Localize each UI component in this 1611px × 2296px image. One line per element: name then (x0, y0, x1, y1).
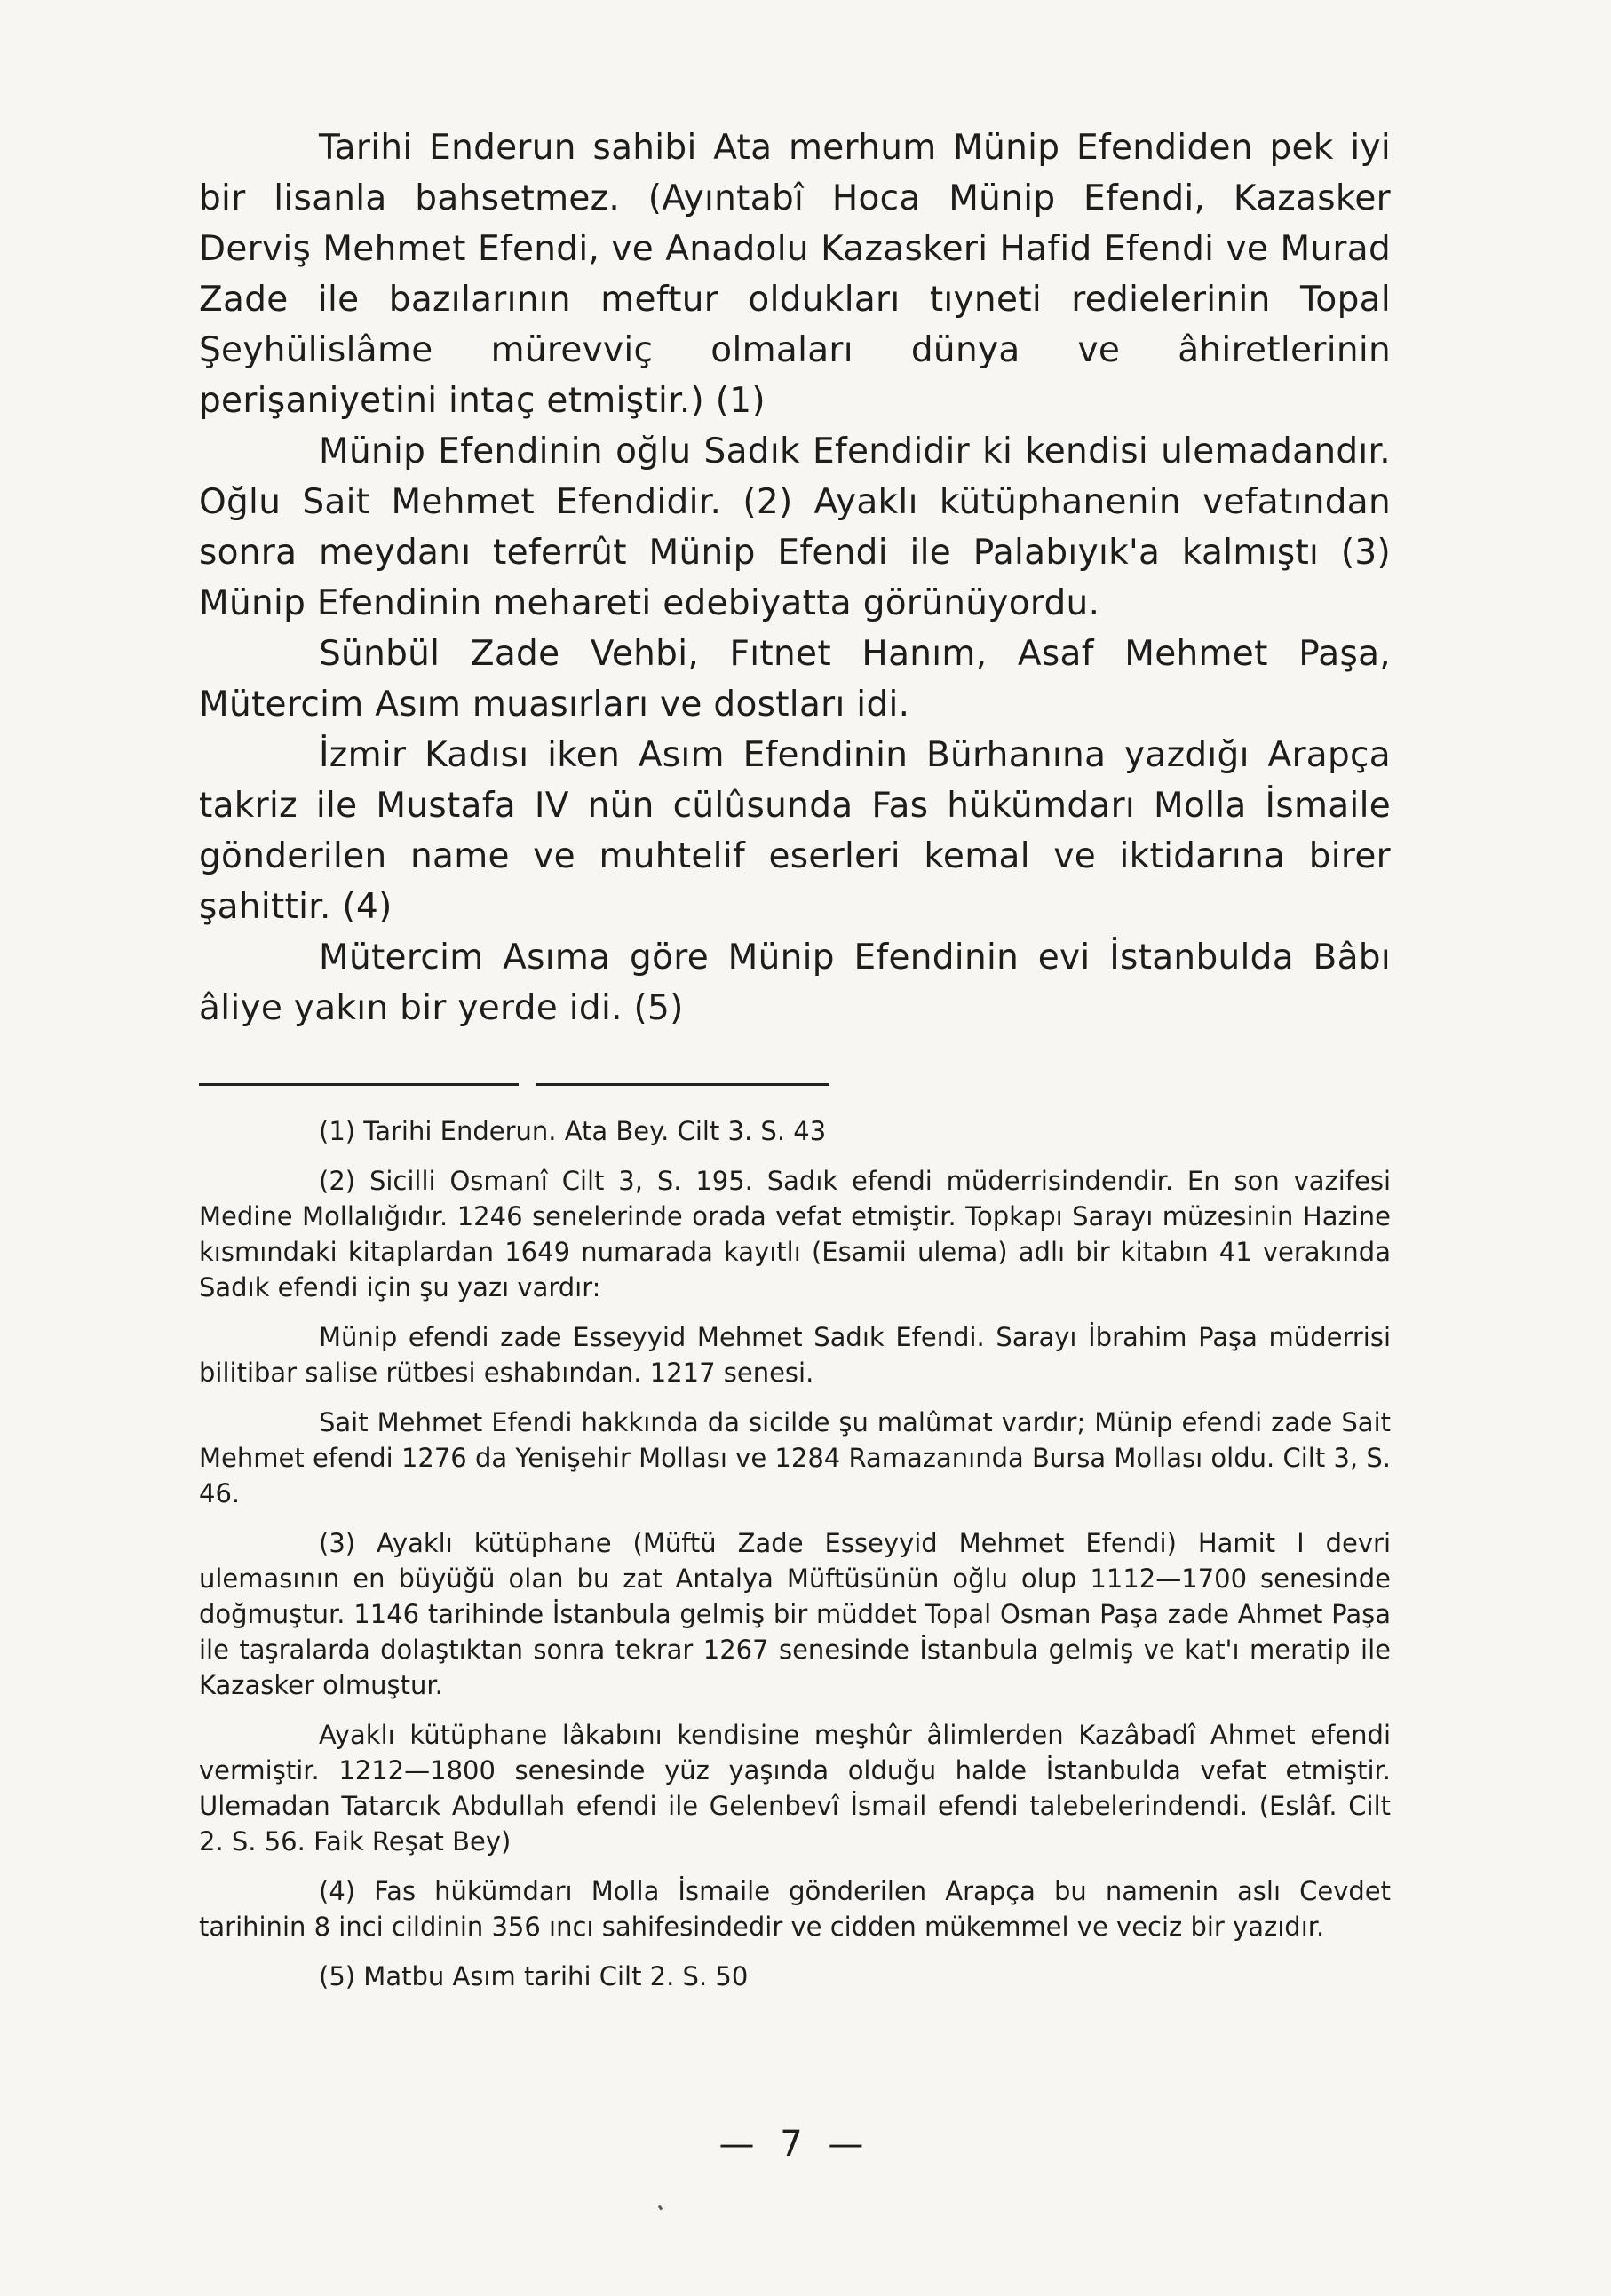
footnote-3-continued: Ayaklı kütüphane lâkabını kendisine meşhûr âlimlerden Kazâbadî Ahmet efendi vermiştir. 1212—1800 senesinde yüz yaşında olduğu halde İstanbulda vefat etmiştir. Ulemadan Tatarcık Abdullah efendi ile Gelenbevî İsmail efendi talebelerindendi. (Eslâf. Cilt 2. S. 56. Faik Reşat Bey) (199, 1720, 1391, 1857)
main-body-text (199, 123, 1391, 1033)
footnote-1: (1) Tarihi Enderun. Ata Bey. Cilt 3. S. 43 (319, 1116, 827, 1146)
page-number: — 7 — (718, 2124, 871, 2165)
separator-rule-left (199, 1083, 519, 1086)
footnote-2: (2) Sicilli Osmanî Cilt 3, S. 195. Sadık efendi müderrisindendir. En son vazifesi Medine Mollalığıdır. 1246 senelerinde orada vefat etmiştir. Topkapı Sarayı müzesinin Hazine kısmındaki kitaplardan 1649 numarada kayıtlı (Esamii ulema) adlı bir kitabın 41 verakında Sadık efendi için şu yazı vardır: (199, 1166, 1391, 1302)
ink-speck (658, 2205, 663, 2211)
footnote-5: (5) Matbu Asım tarihi Cilt 2. S. 50 (319, 1961, 749, 1991)
footnote-separator (199, 1083, 1391, 1087)
footnote-4: (4) Fas hükümdarı Molla İsmaile gönderilen Arapça bu namenin aslı Cevdet tarihinin 8 inci cildinin 356 ıncı sahifesindedir ve cidden mükemmel ve veciz bir yazıdır. (199, 1876, 1391, 1942)
paragraph-4: İzmir Kadısı iken Asım Efendinin Bürhanına yazdığı Arapça takriz ile Mustafa IV nün cülûsunda Fas hükümdarı Molla İsmaile gönderilen name ve muhtelif eserleri kemal ve iktidarına birer şahittir. (4) (199, 735, 1391, 927)
footnote-2-continued: Sait Mehmet Efendi hakkında da sicilde şu malûmat vardır; Münip efendi zade Sait Mehmet efendi 1276 da Yenişehir Mollası ve 1284 Ramazanında Bursa Mollası oldu. Cilt 3, S. 46. (199, 1407, 1391, 1508)
paragraph-3: Sünbül Zade Vehbi, Fıtnet Hanım, Asaf Mehmet Paşa, Mütercim Asım muasırları ve dostları idi. (199, 634, 1391, 724)
footnotes (199, 1113, 1391, 1994)
paragraph-5: Mütercim Asıma göre Münip Efendinin evi İstanbulda Bâbı âliye yakın bir yerde idi. (5) (199, 938, 1391, 1028)
footnote-3: (3) Ayaklı kütüphane (Müftü Zade Esseyyid Mehmet Efendi) Hamit I devri ulemasının en büyüğü olan bu zat Antalya Müftüsünün oğlu olup 1112—1700 senesinde doğmuştur. 1146 tarihinde İstanbula gelmiş bir müddet Topal Osman Paşa zade Ahmet Paşa ile taşralarda dolaştıktan sonra tekrar 1267 senesinde İstanbula gelmiş ve kat'ı meratip ile Kazasker olmuştur. (199, 1528, 1391, 1700)
document-page (199, 123, 1391, 2165)
footnote-2-quote: Münip efendi zade Esseyyid Mehmet Sadık Efendi. Sarayı İbrahim Paşa müderrisi bilitibar salise rütbesi eshabından. 1217 senesi. (199, 1322, 1391, 1388)
paragraph-1: Tarihi Enderun sahibi Ata merhum Münip Efendiden pek iyi bir lisanla bahsetmez. (Ayıntabî Hoca Münip Efendi, Kazasker Derviş Mehmet Efendi, ve Anadolu Kazaskeri Hafid Efendi ve Murad Zade ile bazılarının meftur oldukları tıyneti redielerinin Topal Şeyhülislâme mürevviç olmaları dünya ve âhiretlerinin perişaniyetini intaç etmiştir.) (1) (199, 128, 1391, 421)
separator-rule-right (536, 1083, 829, 1086)
paragraph-2: Münip Efendinin oğlu Sadık Efendidir ki kendisi ulemadandır. Oğlu Sait Mehmet Efendidir. (2) Ayaklı kütüphanenin vefatından sonra meydanı teferrût Münip Efendi ile Palabıyık'a kalmıştı (3) Münip Efendinin mehareti edebiyatta görünüyordu. (199, 431, 1391, 623)
